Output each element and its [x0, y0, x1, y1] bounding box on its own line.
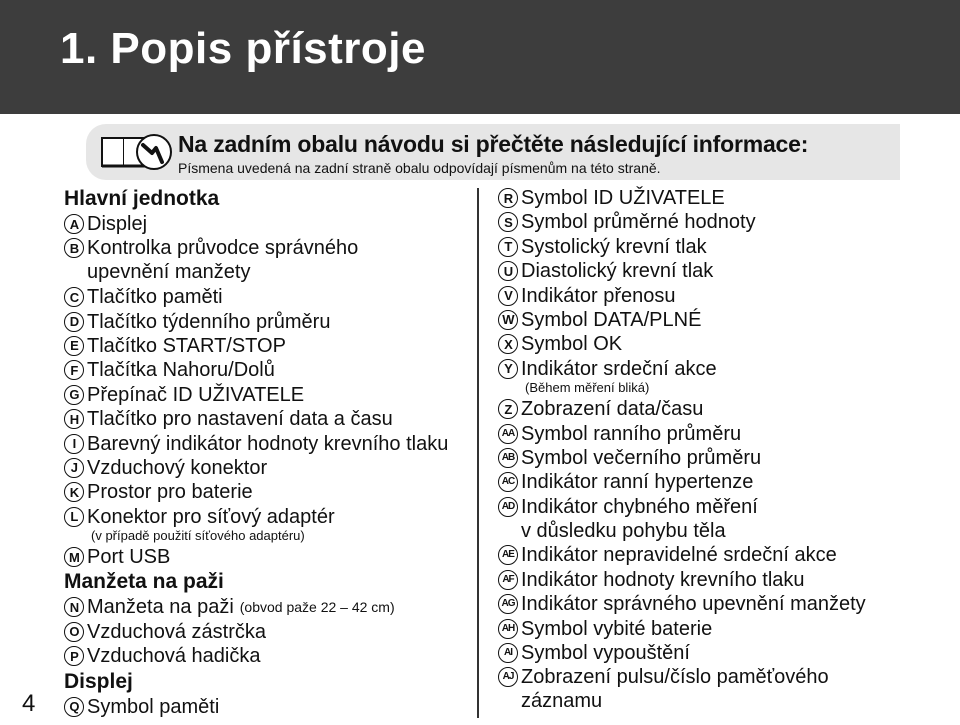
letter-badge: I — [64, 434, 84, 454]
item-text: Indikátor přenosu — [521, 284, 676, 307]
list-item — [64, 456, 474, 480]
letter-badge: X — [498, 334, 518, 354]
item-note: (obvod paže 22 – 42 cm) — [239, 599, 395, 616]
letter-badge: F — [64, 360, 84, 380]
page-margin — [0, 114, 58, 725]
letter-badge: AF — [498, 570, 518, 590]
list-item — [64, 432, 474, 456]
notice-box — [86, 124, 900, 180]
notice-title: Na zadním obalu návodu si přečtěte následující informace: — [178, 131, 809, 157]
letter-badge: M — [64, 547, 84, 567]
list-item — [498, 186, 948, 210]
item-text-line: Kontrolka průvodce správného — [87, 237, 359, 260]
list-item — [498, 592, 948, 616]
item-text: Symbol vypouštění — [521, 642, 690, 665]
letter-badge: AG — [498, 594, 518, 614]
list-item — [498, 543, 948, 567]
letter-badge: D — [64, 312, 84, 332]
letter-badge: N — [64, 597, 84, 617]
item-text: Diastolický krevní tlak — [521, 260, 714, 283]
header-bar — [0, 0, 960, 114]
list-item — [498, 284, 948, 308]
item-text: Indikátor ranní hypertenze — [521, 471, 754, 494]
letter-badge: V — [498, 286, 518, 306]
item-text: Manžeta na paži — [87, 596, 234, 619]
right-column — [498, 186, 948, 714]
list-item — [498, 495, 948, 544]
item-text: Symbol průměrné hodnoty — [521, 211, 756, 234]
letter-badge: AB — [498, 448, 518, 468]
list-item — [498, 641, 948, 665]
item-text: Tlačítko START/STOP — [87, 334, 286, 357]
letter-badge: A — [64, 214, 84, 234]
item-text: Symbol ID UŽIVATELE — [521, 187, 725, 209]
page-title: 1. Popis přístroje — [60, 24, 426, 73]
list-item — [498, 235, 948, 259]
list-item — [64, 285, 474, 309]
item-text: Zobrazení data/času — [521, 398, 704, 421]
item-text: Displej — [87, 213, 148, 235]
letter-badge: W — [498, 310, 518, 330]
item-text: Systolický krevní tlak — [521, 235, 707, 258]
item-text: Indikátor nepravidelné srdeční akce — [521, 544, 837, 567]
book-pointer-icon — [100, 132, 172, 172]
item-text: Tlačítka Nahoru/Dolů — [87, 359, 275, 382]
list-item — [498, 422, 948, 446]
list-item — [498, 357, 948, 381]
letter-badge: Y — [498, 359, 518, 379]
letter-badge: AE — [498, 545, 518, 565]
notice-subtitle: Písmena uvedená na zadní straně obalu odpovídají písmenům na této straně. — [178, 160, 661, 176]
list-item — [64, 310, 474, 334]
item-text: Tlačítko týdenního průměru — [87, 310, 331, 333]
item-text: Symbol paměti — [87, 695, 220, 718]
section-heading-main-unit: Hlavní jednotka — [64, 187, 220, 210]
item-text: Indikátor hodnoty krevního tlaku — [521, 568, 805, 591]
list-item — [64, 480, 474, 504]
item-text-line: upevnění manžety — [87, 261, 251, 284]
letter-badge: J — [64, 458, 84, 478]
letter-badge: Z — [498, 399, 518, 419]
item-text: Symbol večerního průměru — [521, 446, 762, 469]
letter-badge: K — [64, 482, 84, 502]
column-divider — [477, 188, 479, 718]
section-heading-cuff: Manžeta na paži — [64, 570, 224, 594]
item-text: Symbol OK — [521, 333, 623, 356]
list-item — [64, 644, 474, 668]
list-item — [64, 212, 474, 236]
letter-badge: AD — [498, 497, 518, 517]
list-item — [498, 665, 948, 714]
list-item — [498, 332, 948, 356]
letter-badge: E — [64, 336, 84, 356]
list-item — [64, 236, 474, 285]
letter-badge: AJ — [498, 667, 518, 687]
letter-badge: Q — [64, 697, 84, 717]
item-text: Symbol ranního průměru — [521, 422, 742, 445]
item-text-line: Indikátor chybného měření — [521, 495, 758, 518]
list-item — [498, 308, 948, 332]
page-number: 4 — [22, 690, 36, 717]
item-text-line: v důsledku pohybu těla — [521, 519, 726, 542]
list-item — [498, 617, 948, 641]
list-item — [64, 358, 474, 382]
letter-badge: H — [64, 409, 84, 429]
item-text: Vzduchová hadička — [87, 645, 261, 668]
section-heading-display: Displej — [64, 669, 133, 693]
item-text: Symbol vybité baterie — [521, 617, 713, 640]
item-text — [521, 495, 758, 543]
list-item — [64, 383, 474, 407]
letter-badge: T — [498, 237, 518, 257]
letter-badge: U — [498, 261, 518, 281]
item-text — [87, 236, 358, 284]
item-text — [521, 665, 829, 713]
item-text: Prostor pro baterie — [87, 481, 253, 504]
item-text-line: záznamu — [521, 690, 603, 713]
item-text: Indikátor správného upevnění manžety — [521, 593, 866, 616]
list-item — [64, 545, 474, 569]
letter-badge: P — [64, 646, 84, 666]
item-text: Přepínač ID UŽIVATELE — [87, 383, 305, 406]
letter-badge: L — [64, 507, 84, 527]
letter-badge: B — [64, 238, 84, 258]
list-item — [498, 397, 948, 421]
list-item — [498, 210, 948, 234]
list-item — [498, 470, 948, 494]
item-text: Barevný indikátor hodnoty krevního tlaku — [87, 432, 449, 455]
letter-badge: C — [64, 287, 84, 307]
item-text: Konektor pro síťový adaptér — [87, 505, 335, 528]
item-text: Symbol DATA/PLNÉ — [521, 308, 702, 331]
letter-badge: R — [498, 188, 518, 208]
letter-badge: G — [64, 385, 84, 405]
list-item — [64, 695, 474, 719]
item-text: Tlačítko pro nastavení data a času — [87, 408, 393, 431]
list-item — [64, 407, 474, 431]
item-text-line: Zobrazení pulsu/číslo paměťového — [521, 666, 829, 689]
item-note: (Během měření bliká) — [525, 380, 650, 396]
letter-badge: AI — [498, 643, 518, 663]
letter-badge: O — [64, 622, 84, 642]
item-text: Vzduchová zástrčka — [87, 620, 266, 643]
item-text: Port USB — [87, 546, 171, 569]
letter-badge: AA — [498, 424, 518, 444]
letter-badge: AH — [498, 619, 518, 639]
list-item — [64, 334, 474, 358]
item-text: Tlačítko paměti — [87, 286, 223, 309]
left-column — [64, 186, 474, 719]
list-item — [498, 568, 948, 592]
list-item — [64, 620, 474, 644]
list-item — [64, 595, 474, 619]
list-item — [498, 259, 948, 283]
item-text: Indikátor srdeční akce — [521, 357, 717, 380]
list-item — [64, 505, 474, 529]
letter-badge: S — [498, 212, 518, 232]
item-note: (v případě použití síťového adaptéru) — [91, 528, 305, 544]
letter-badge: AC — [498, 472, 518, 492]
item-text: Vzduchový konektor — [87, 456, 268, 479]
list-item — [498, 446, 948, 470]
